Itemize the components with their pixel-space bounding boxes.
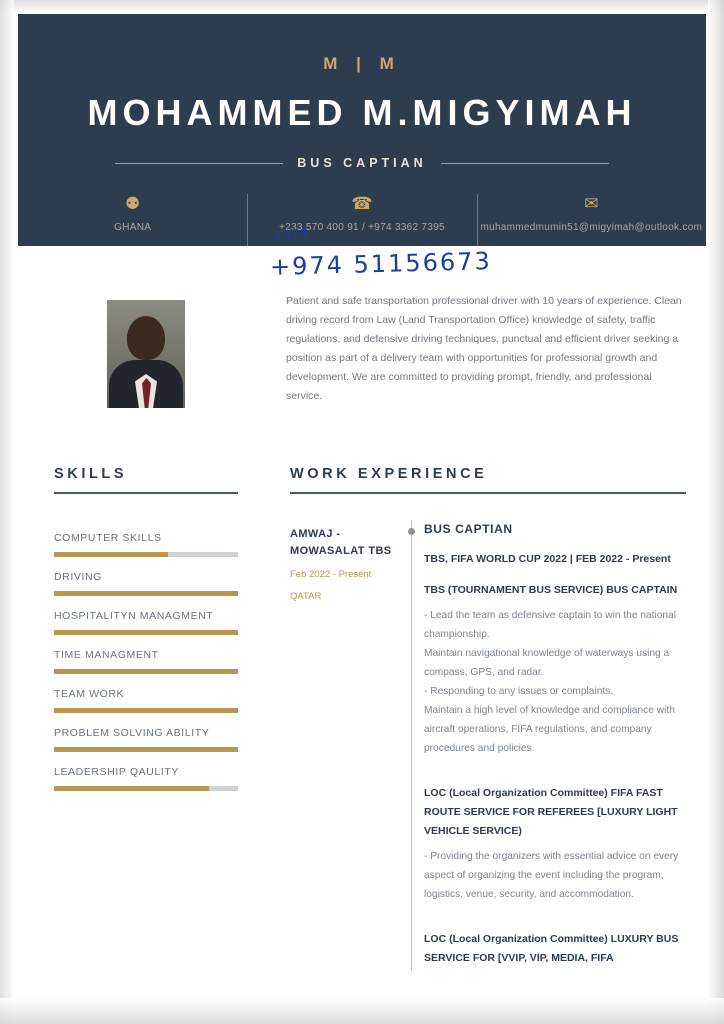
skill-bar-track bbox=[54, 591, 238, 596]
employment-dates: Feb 2022 - Present bbox=[290, 569, 372, 580]
list-item bbox=[54, 727, 238, 752]
skill-label: PROBLEM SOLVING ABILITY bbox=[54, 727, 210, 739]
list-item bbox=[54, 688, 238, 713]
phone-icon: ☎ bbox=[351, 194, 373, 213]
work-entry-meta bbox=[290, 526, 398, 604]
skills-list bbox=[54, 518, 238, 791]
skill-label: COMPUTER SKILLS bbox=[54, 532, 162, 544]
role-points-1 bbox=[424, 606, 686, 758]
scan-edge-top bbox=[0, 0, 724, 12]
role-point: logistics, venue, security, and accommodation. bbox=[424, 889, 634, 900]
skill-label: HOSPITALITYN MANAGMENT bbox=[54, 610, 214, 622]
title-rule-right bbox=[441, 163, 609, 164]
skills-heading: SKILLS bbox=[54, 466, 128, 482]
role-point: Maintain navigational knowledge of waterways using a compass, GPS, and radar. bbox=[424, 648, 670, 678]
work-heading-rule bbox=[290, 492, 686, 494]
skill-bar-fill bbox=[54, 747, 238, 752]
skill-label: DRIVING bbox=[54, 571, 102, 583]
role-point: - Providing the organizers with essential advice on every aspect of organizing the event including the program, bbox=[424, 851, 679, 881]
role-subheading-1: TBS (TOURNAMENT BUS SERVICE) BUS CAPTAIN bbox=[424, 584, 678, 596]
skill-bar-track bbox=[54, 669, 238, 674]
skills-section-header bbox=[54, 466, 238, 494]
monogram: M | M bbox=[323, 54, 401, 73]
skill-bar-track bbox=[54, 708, 238, 713]
role-points-2 bbox=[424, 847, 686, 904]
scan-edge-right bbox=[708, 0, 724, 1024]
role-subheading-3: LOC (Local Organization Committee) LUXURY BUS SERVICE FOR [VVIP, VIP, MEDIA, FIFA bbox=[424, 933, 679, 964]
skill-bar-fill bbox=[54, 630, 238, 635]
location-pin-icon: ⚉ bbox=[125, 194, 141, 213]
employment-location: QATAR bbox=[290, 591, 322, 602]
role-subheading-2: LOC (Local Organization Committee) FIFA FAST ROUTE SERVICE FOR REFEREES [LUXURY LIGHT VEHICLE SERVICE) bbox=[424, 787, 678, 837]
skill-label: TIME MANAGMENT bbox=[54, 649, 159, 661]
role-event-meta: TBS, FIFA WORLD CUP 2022 | FEB 2022 - Present bbox=[424, 553, 671, 565]
contact-location bbox=[18, 192, 247, 254]
work-entry-details bbox=[424, 522, 686, 968]
contact-phone bbox=[247, 192, 476, 254]
profile-summary: Patient and safe transportation professional driver with 10 years of experience. Clean driving record from Law (Land Transportation Office) knowledge of safety, traffic regulations, and defensive driving techniques, punctual and efficient driver seeking a position as part of a delivery team with opportunities for professional growth and development. We are committed to providing prompt, friendly, and professional service. bbox=[286, 295, 682, 402]
job-title-row bbox=[18, 156, 706, 170]
handwritten-phone: +974 51156673 bbox=[269, 247, 493, 281]
skill-label: LEADERSHIP QAULITY bbox=[54, 766, 179, 778]
contact-location-text: GHANA bbox=[114, 222, 152, 233]
timeline-dot bbox=[408, 528, 415, 535]
organization-name: AMWAJ - MOWASALAT TBS bbox=[290, 528, 392, 557]
candidate-name: MOHAMMED M.MIGYIMAH bbox=[87, 92, 637, 133]
skill-bar-track bbox=[54, 630, 238, 635]
role-point: - Lead the team as defensive captain to win the national championship. bbox=[424, 610, 677, 640]
role-title: BUS CAPTIAN bbox=[424, 522, 513, 536]
list-item bbox=[54, 610, 238, 635]
list-item bbox=[54, 571, 238, 596]
skill-bar-fill bbox=[54, 552, 168, 557]
skill-bar-track bbox=[54, 747, 238, 752]
skill-bar-track bbox=[54, 786, 238, 791]
scan-edge-bottom bbox=[0, 998, 724, 1024]
skill-bar-fill bbox=[54, 669, 238, 674]
avatar bbox=[107, 300, 185, 408]
skill-bar-fill bbox=[54, 786, 209, 791]
skill-bar-fill bbox=[54, 591, 238, 596]
skills-heading-rule bbox=[54, 492, 238, 494]
skill-bar-track bbox=[54, 552, 238, 557]
title-rule-left bbox=[115, 163, 283, 164]
skill-bar-fill bbox=[54, 708, 238, 713]
role-meta-block bbox=[424, 550, 686, 968]
list-item bbox=[54, 766, 238, 791]
work-section-header bbox=[290, 466, 686, 494]
scan-edge-left bbox=[0, 0, 14, 1024]
role-point: Maintain a high level of knowledge and compliance with aircraft operations, FIFA regulations, and company procedures and policies. bbox=[424, 705, 675, 754]
work-column-divider bbox=[411, 520, 412, 970]
handwritten-scribble: +974 bbox=[271, 226, 309, 245]
contact-phone-text: +233 570 400 91 / +974 3362 7395 bbox=[279, 222, 445, 233]
avatar-head bbox=[127, 316, 165, 360]
role-point: - Responding to any issues or complaints. bbox=[424, 686, 614, 697]
contact-bar bbox=[18, 192, 706, 254]
email-icon: ✉ bbox=[584, 194, 599, 213]
list-item bbox=[54, 649, 238, 674]
contact-email bbox=[477, 192, 706, 254]
work-heading: WORK EXPERIENCE bbox=[290, 466, 488, 482]
skill-label: TEAM WORK bbox=[54, 688, 125, 700]
contact-email-text: muhammedmumin51@migyimah@outlook.com bbox=[480, 222, 703, 233]
list-item bbox=[54, 532, 238, 557]
resume-header bbox=[18, 14, 706, 246]
job-title: BUS CAPTIAN bbox=[297, 156, 427, 170]
